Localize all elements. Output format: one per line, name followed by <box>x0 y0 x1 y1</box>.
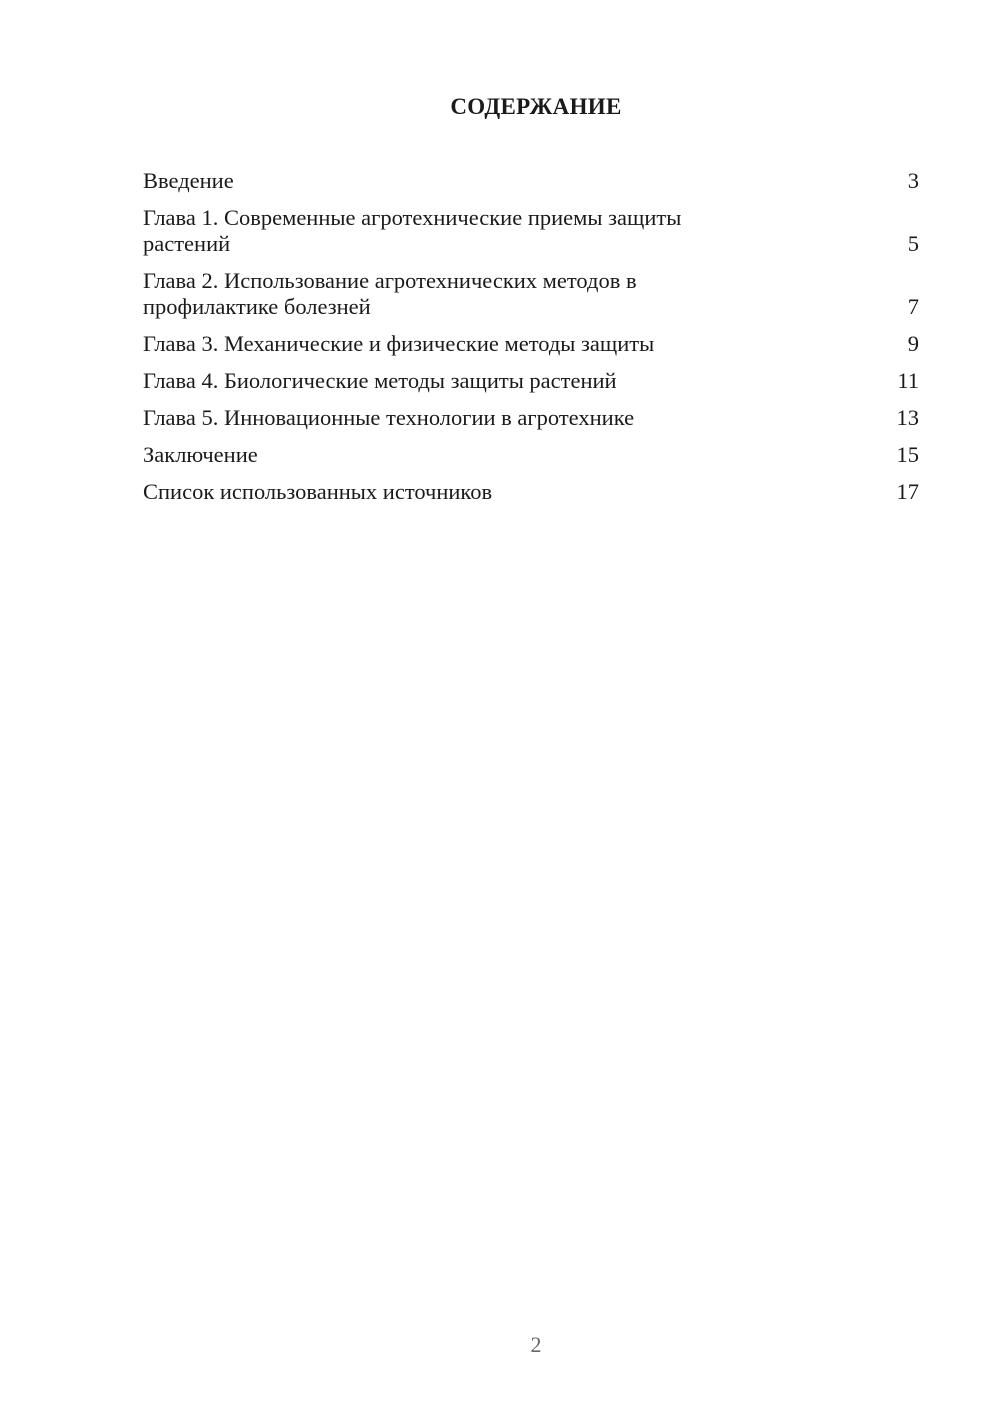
toc-entry-page: 9 <box>907 331 919 356</box>
toc-entry-text: Заключение <box>143 442 258 467</box>
toc-entry-text: Глава 4. Биологические методы защиты растений <box>143 368 617 393</box>
toc-entry-text: Глава 5. Инновационные технологии в агротехнике <box>143 405 635 430</box>
page-number: 2 <box>530 1332 542 1357</box>
toc-entry-text: Введение <box>143 168 234 193</box>
toc-entry <box>143 442 919 468</box>
toc-entry-text: Глава 3. Механические и физические методы защиты <box>143 331 655 356</box>
toc-entry-page: 7 <box>907 294 919 319</box>
toc-entry <box>143 479 919 505</box>
toc-entry <box>143 268 919 320</box>
toc-entry <box>143 168 919 194</box>
toc-entry-text: Глава 2. Использование агротехнических методов в профилактике болезней <box>143 268 637 319</box>
page-title: СОДЕРЖАНИЕ <box>450 94 622 119</box>
toc-entry-text: Список использованных источников <box>143 479 493 504</box>
toc-entry-page: 17 <box>896 479 919 504</box>
toc-entry <box>143 405 919 431</box>
toc-entry-page: 3 <box>907 168 919 193</box>
toc-entry <box>143 331 919 357</box>
toc-entry-page: 13 <box>896 405 919 430</box>
table-of-contents <box>143 168 919 516</box>
toc-entry-text: Глава 1. Современные агротехнические приемы защиты растений <box>143 205 682 256</box>
toc-entry-page: 11 <box>897 368 919 393</box>
toc-entry-page: 5 <box>907 231 919 256</box>
toc-entry-page: 15 <box>896 442 919 467</box>
toc-entry <box>143 205 919 257</box>
toc-entry <box>143 368 919 394</box>
